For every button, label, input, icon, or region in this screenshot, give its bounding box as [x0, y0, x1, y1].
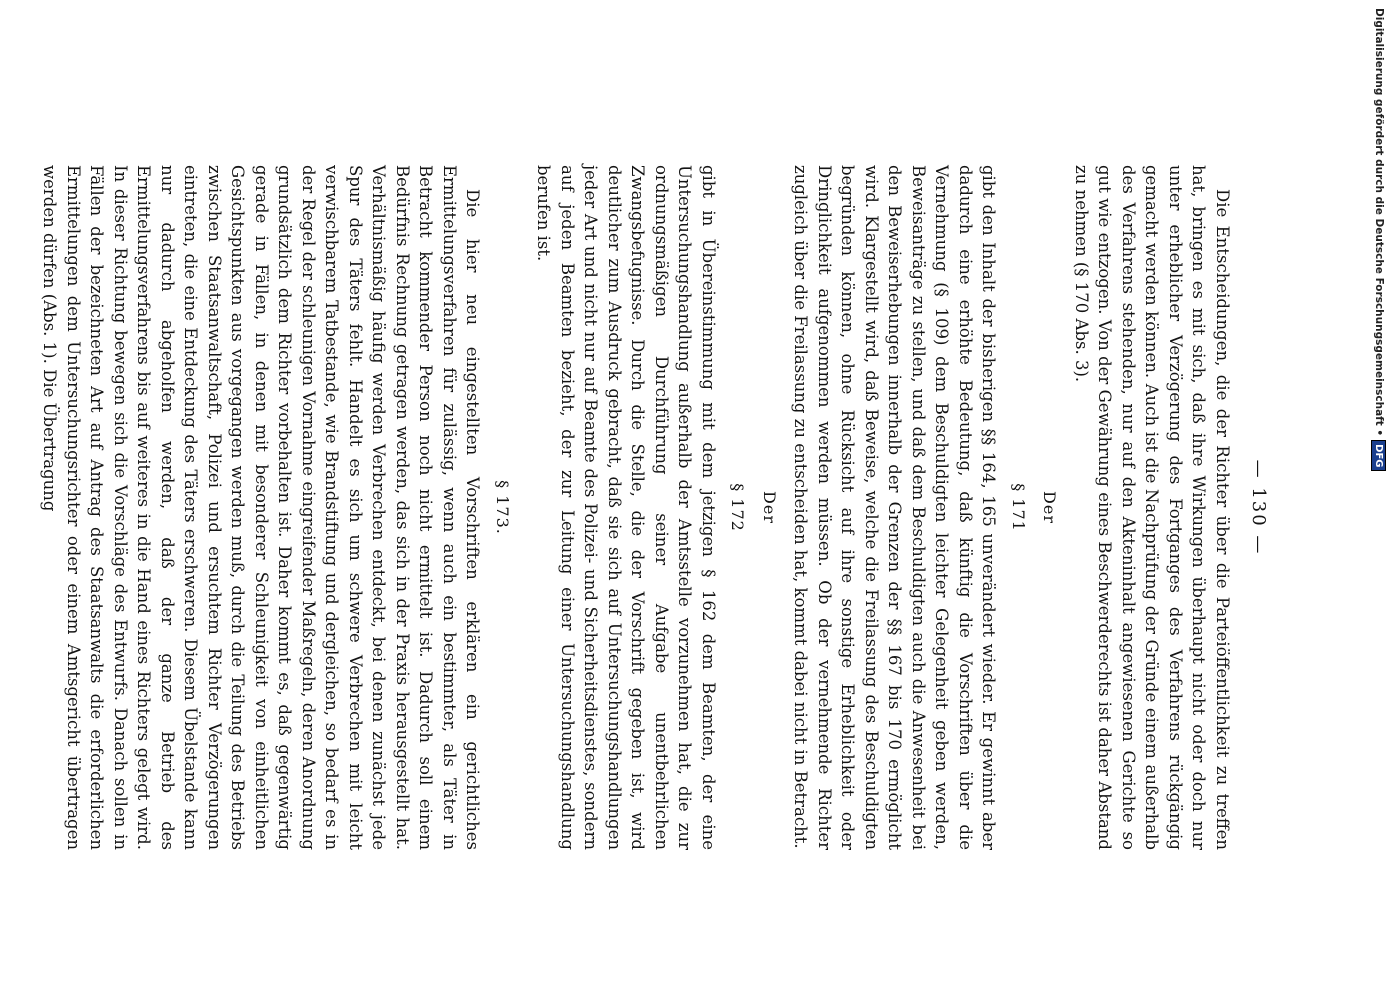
paragraph-parteioeffentlichkeit: Die Entscheidungen, die der Richter über die Parteiöffentlichkeit zu treffen hat, bringen es mit sich, daß ihre Wirkungen überhaupt nicht oder doch nur unter erheblicher Verzögerung des Fortganges des Verfahrens rückgängig gemacht werden können. Auch ist die Nachprüfung der Gründe einem außerhalb des Verfahrens stehenden, nur auf den Akteninhalt angewiesenen Gerichte so gut wie entzogen. Von der Gewährung eines Beschwerderechts ist daher Abstand zu nehmen (§ 170 Abs. 3).	[1072, 165, 1232, 850]
section-172-heading: § 172	[728, 483, 748, 532]
der-label-1: Der	[1040, 491, 1060, 524]
section-172-text: gibt in Übereinstimmung mit dem jetzigen § 162 dem Beamten, der eine Untersuchungshandlung außerhalb der Amtsstelle vorzunehmen hat, die zur ordnungsmäßigen Durchführung seiner Aufgabe unentbehrlichen Zwangsbefugnisse. Durch die Stelle, die der Vorschrift gegeben ist, wird deutlicher zum Ausdruck gebracht, daß sie sich auf Untersuchungshandlungen jeder Art und nicht nur auf Beamte des Polizei- und Sicherheitsdienstes, sondern auf jeden Beamten bezieht, der zur Leitung einer Untersuchungshandlung berufen ist.	[534, 165, 718, 850]
section-171-text: gibt den Inhalt der bisherigen §§ 164, 165 unverändert wieder. Er gewinnt aber dadurch eine erhöhte Bedeutung, daß künftig die Vorschriften über die Vernehmung (§ 109) dem Beschuldigten leichter Gelegenheit geben werden, Beweisanträge zu stellen, und daß dem Beschuldigten auch die Anwesenheit bei den Beweiserhebungen innerhalb der Grenzen der §§ 167 bis 170 ermöglicht wird. Klargestellt wird, daß Beweise, welche die Freilassung des Beschuldigten begründen können, ohne Rücksicht auf ihre sonstige Erheblichkeit oder Dringlichkeit aufgenommen werden müssen. Ob der vernehmende Richter zugleich über die Freilassung zu entscheiden hat, kommt dabei nicht in Betracht.	[791, 165, 999, 850]
section-173-text: Die hier neu eingestellten Vorschriften erklären ein gerichtliches Ermittelungsverfahren für zulässig, wenn auch ein bestimmter, als Täter in Betracht kommender Person noch nicht ermittelt ist. Dadurch soll einem Bedürfnis Rechnung getragen werden, das sich in der Praxis herausgestellt hat. Verhältnismäßig häufig werden Verbrechen entdeckt, bei denen zunächst jede Spur des Täters fehlt. Handelt es sich um schwere Verbrechen mit leicht verwischbarem Tatbestande, wie Brandstiftung und dergleichen, so bedarf es in der Regel der schleunigen Vornahme eingreifender Maßregeln, deren Anordnung grundsätzlich dem Richter vorbehalten ist. Daher kommt es, daß gegenwärtig gerade in Fällen, in denen mit besonderer Schleunigkeit von einheitlichen Gesichtspunkten aus vorgegangen werden muß, durch die Teilung des Betriebs zwischen Staatsanwaltschaft, Polizei und ersuchtem Richter Verzögerungen eintreten, die eine Entdeckung des Täters erschweren. Diesem Übelstande kann nur dadurch abgeholfen werden, daß der ganze Betrieb des Ermittelungsverfahrens bis auf weiteres in die Hand eines Richters gelegt wird. In dieser Richtung bewegen sich die Vorschläge des Entwurfs. Danach sollen in Fällen der bezeichneten Art auf Antrag des Staatsanwalts die erforderlichen Ermittelungen dem Untersuchungsrichter oder einem Amtsgericht übertragen werden dürfen (Abs. 1). Die Übertragung	[40, 165, 483, 850]
section-171-heading: § 171	[1009, 483, 1028, 532]
section-173-heading: § 173.	[493, 480, 512, 535]
document-page	[40, 165, 1270, 850]
section-gap	[522, 165, 532, 850]
digitization-credit	[1366, 8, 1392, 848]
der-label-2: Der	[760, 491, 779, 524]
page-number: — 130 —	[1248, 459, 1269, 556]
dfg-credit-text: Digitalisierung gefördert durch die Deutsche Forschungsgemeinschaft •	[1373, 8, 1385, 437]
dfg-logo-icon: DFG	[1372, 440, 1387, 471]
